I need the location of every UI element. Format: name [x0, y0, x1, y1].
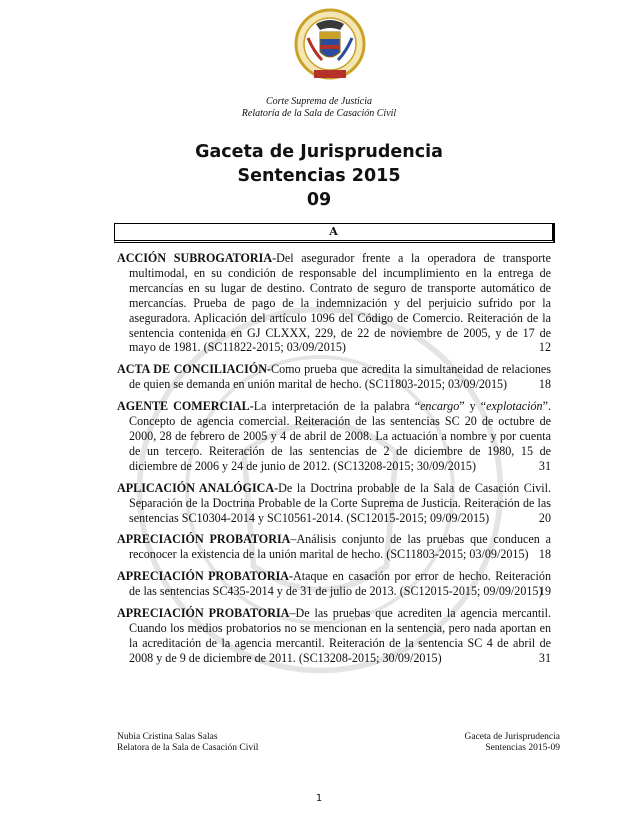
entry-body: Como prueba que acredita la simultaneidad de relaciones de quien se demanda en unión marital de hecho. (SC11803-2015; 03/09/2015) — [129, 362, 551, 392]
entry-body: Ataque en casación por error de hecho. Reiteración de las sentencias SC435-2014 y de 31 de julio de 2013. (SC12015-2015; 09/09/2015) — [129, 569, 551, 599]
list-item — [117, 569, 551, 599]
entry-heading: APRECIACIÓN PROBATORIA — [117, 606, 290, 621]
court-division: Relatoría de la Sala de Casación Civil — [241, 108, 397, 119]
entry-body: La interpretación de la palabra “ — [253, 399, 421, 414]
footer-publication-name: Gaceta de Jurisprudencia — [464, 732, 560, 742]
page-subtitle: Sentencias 2015 — [237, 166, 401, 186]
entry-emphasis: encargo — [420, 399, 460, 414]
footer-publication — [465, 732, 560, 754]
section-letter-bar: A — [114, 223, 555, 243]
list-item — [117, 532, 551, 562]
issue-number: 09 — [306, 190, 332, 210]
footer-author-name: Nubia Cristina Salas Salas — [117, 732, 218, 742]
entry-body: ” y “ — [459, 399, 487, 414]
list-item — [117, 606, 551, 666]
entry-body: De la Doctrina probable de la Sala de Casación Civil. Separación de la Doctrina Probable de la Corte Suprema de Justicia. Reiteración de las sentencias SC10304-2014 y SC10561-2014. (SC12015-2015; 09/09/2015) — [129, 480, 551, 525]
entry-heading: APRECIACIÓN PROBATORIA — [117, 532, 291, 547]
entry-emphasis: explotación — [486, 399, 543, 414]
entry-heading: ACTA DE CONCILIACIÓN- — [117, 362, 272, 377]
entry-heading: AGENTE COMERCIAL- — [117, 399, 254, 414]
list-item — [117, 481, 551, 526]
entry-body: ”. Concepto de agencia comercial. Reiteración de las sentencias SC 20 de octubre de 2000, 28 de febrero de 2005 y 4 de abril de 2008. La actuación a nombre y por cuenta de un tercero. Reiteración de las sentencias de 2 de diciembre de 1980, 15 de diciembre de 2006 y 24 de junio de 2012. (SC13208-2015; 30/09/2015) — [129, 399, 551, 473]
entry-heading: APLICACIÓN ANALÓGICA- — [117, 480, 279, 495]
entry-list — [117, 251, 551, 673]
entry-body: –De las pruebas que acrediten la agencia mercantil. Cuando los medios probatorios no se mencionan en la sentencia, pero nada aportan en la acreditación de la agencia mercantil. Reiteración de la sentencia SC 4 de abril de 2008 y de 9 de diciembre de 2011. (SC13208-2015; 30/09/2015) — [129, 606, 551, 665]
entry-body: –Análisis conjunto de las pruebas que conducen a reconocer la existencia de la unión marital de hecho. (SC11803-2015; 03/09/2015) — [129, 532, 551, 562]
page-number: 1 — [315, 793, 323, 804]
entry-heading: APRECIACIÓN PROBATORIA- — [117, 569, 294, 584]
footer-publication-issue: Sentencias 2015-09 — [485, 743, 560, 753]
court-seal-icon — [294, 8, 366, 88]
entry-body: Del asegurador frente a la operadora de transporte multimodal, en su condición de responsable del incumplimiento en la entrega de mercancías en su lugar de destino. Contrato de seguro de transporte automático de mercancías. Prueba de pago de la indemnización y del perjuicio sufrido por la aseguradora. Aplicación del artículo 1096 del Código de Comercio. Reiteración de la sentencia contenida en GJ CLXXX, 229, de 22 de noviembre de 2005, y de 17 de mayo de 1981. (SC11822-2015; 03/09/2015) — [129, 251, 551, 355]
entry-heading: ACCIÓN SUBROGATORIA- — [117, 251, 277, 265]
footer-author — [117, 732, 258, 754]
list-item — [117, 399, 551, 474]
page-title: Gaceta de Jurisprudencia — [195, 142, 443, 162]
footer-author-role: Relatora de la Sala de Casación Civil — [117, 743, 259, 753]
list-item — [117, 251, 551, 355]
court-name: Corte Suprema de Justicia — [265, 96, 372, 107]
list-item — [117, 362, 551, 392]
